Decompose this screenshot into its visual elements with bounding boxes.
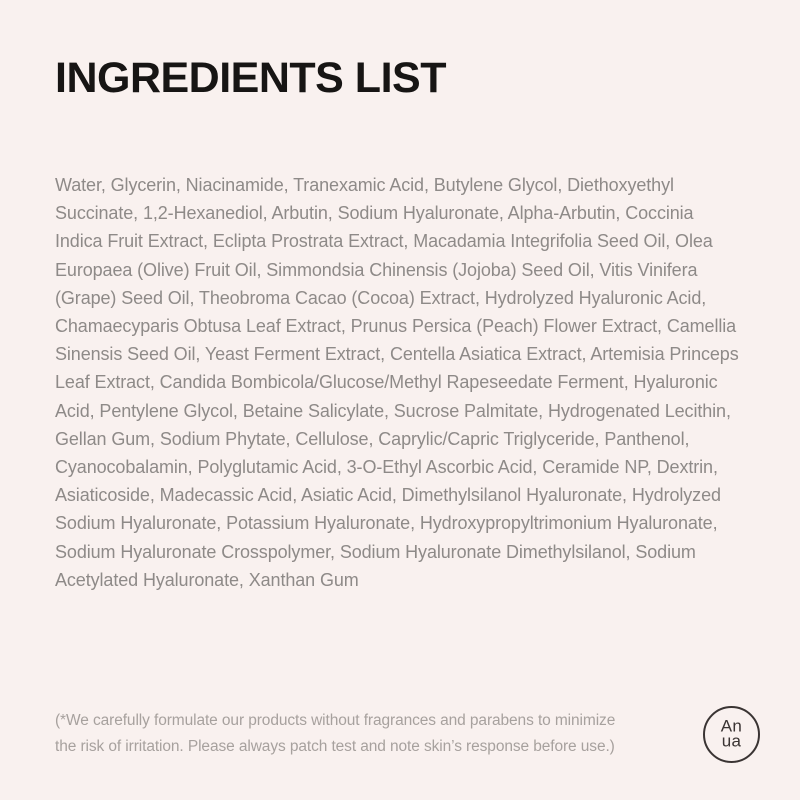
ingredients-line: Chamaecyparis Obtusa Leaf Extract, Prunus Persica (Peach) Flower Extract, Camellia	[55, 316, 737, 337]
ingredients-line: Sinensis Seed Oil, Yeast Ferment Extract, Centella Asiatica Extract, Artemisia Princeps	[55, 344, 739, 365]
ingredients-line: Indica Fruit Extract, Eclipta Prostrata Extract, Macadamia Integrifolia Seed Oil, Olea	[55, 231, 713, 252]
page-title: INGREDIENTS LIST	[55, 54, 446, 102]
ingredients-line: Gellan Gum, Sodium Phytate, Cellulose, Caprylic/Capric Triglyceride, Panthenol,	[55, 428, 690, 449]
ingredients-line: Asiaticoside, Madecassic Acid, Asiatic Acid, Dimethylsilanol Hyaluronate, Hydrolyzed	[55, 485, 721, 506]
logo-text-bottom: ua	[721, 731, 742, 750]
footnote-line: the risk of irritation. Please always patch test and note skin’s response before use.)	[55, 738, 615, 755]
ingredients-line: Acetylated Hyaluronate, Xanthan Gum	[55, 569, 359, 590]
footnote	[55, 708, 695, 760]
ingredients-line: Leaf Extract, Candida Bombicola/Glucose/Methyl Rapeseedate Ferment, Hyaluronic	[55, 372, 718, 393]
ingredients-line: Europaea (Olive) Fruit Oil, Simmondsia Chinensis (Jojoba) Seed Oil, Vitis Vinifera	[55, 259, 698, 280]
ingredients-list	[55, 171, 795, 594]
logo-text-top: An	[720, 716, 743, 736]
ingredients-line: Sodium Hyaluronate, Potassium Hyaluronate, Hydroxypropyltrimonium Hyaluronate,	[55, 513, 718, 534]
ingredients-line: Acid, Pentylene Glycol, Betaine Salicylate, Sucrose Palmitate, Hydrogenated Lecithin,	[55, 400, 731, 421]
ingredients-line: Succinate, 1,2-Hexanediol, Arbutin, Sodium Hyaluronate, Alpha-Arbutin, Coccinia	[55, 203, 694, 224]
anua-logo	[703, 706, 760, 763]
ingredients-line: Water, Glycerin, Niacinamide, Tranexamic Acid, Butylene Glycol, Diethoxyethyl	[55, 175, 674, 195]
anua-logo-text	[720, 716, 743, 750]
footnote-line: (*We carefully formulate our products without fragrances and parabens to minimize	[55, 712, 616, 729]
ingredients-line: Sodium Hyaluronate Crosspolymer, Sodium Hyaluronate Dimethylsilanol, Sodium	[55, 541, 696, 562]
ingredients-line: Cyanocobalamin, Polyglutamic Acid, 3-O-Ethyl Ascorbic Acid, Ceramide NP, Dextrin,	[55, 457, 718, 478]
ingredients-line: (Grape) Seed Oil, Theobroma Cacao (Cocoa) Extract, Hydrolyzed Hyaluronic Acid,	[55, 287, 707, 308]
